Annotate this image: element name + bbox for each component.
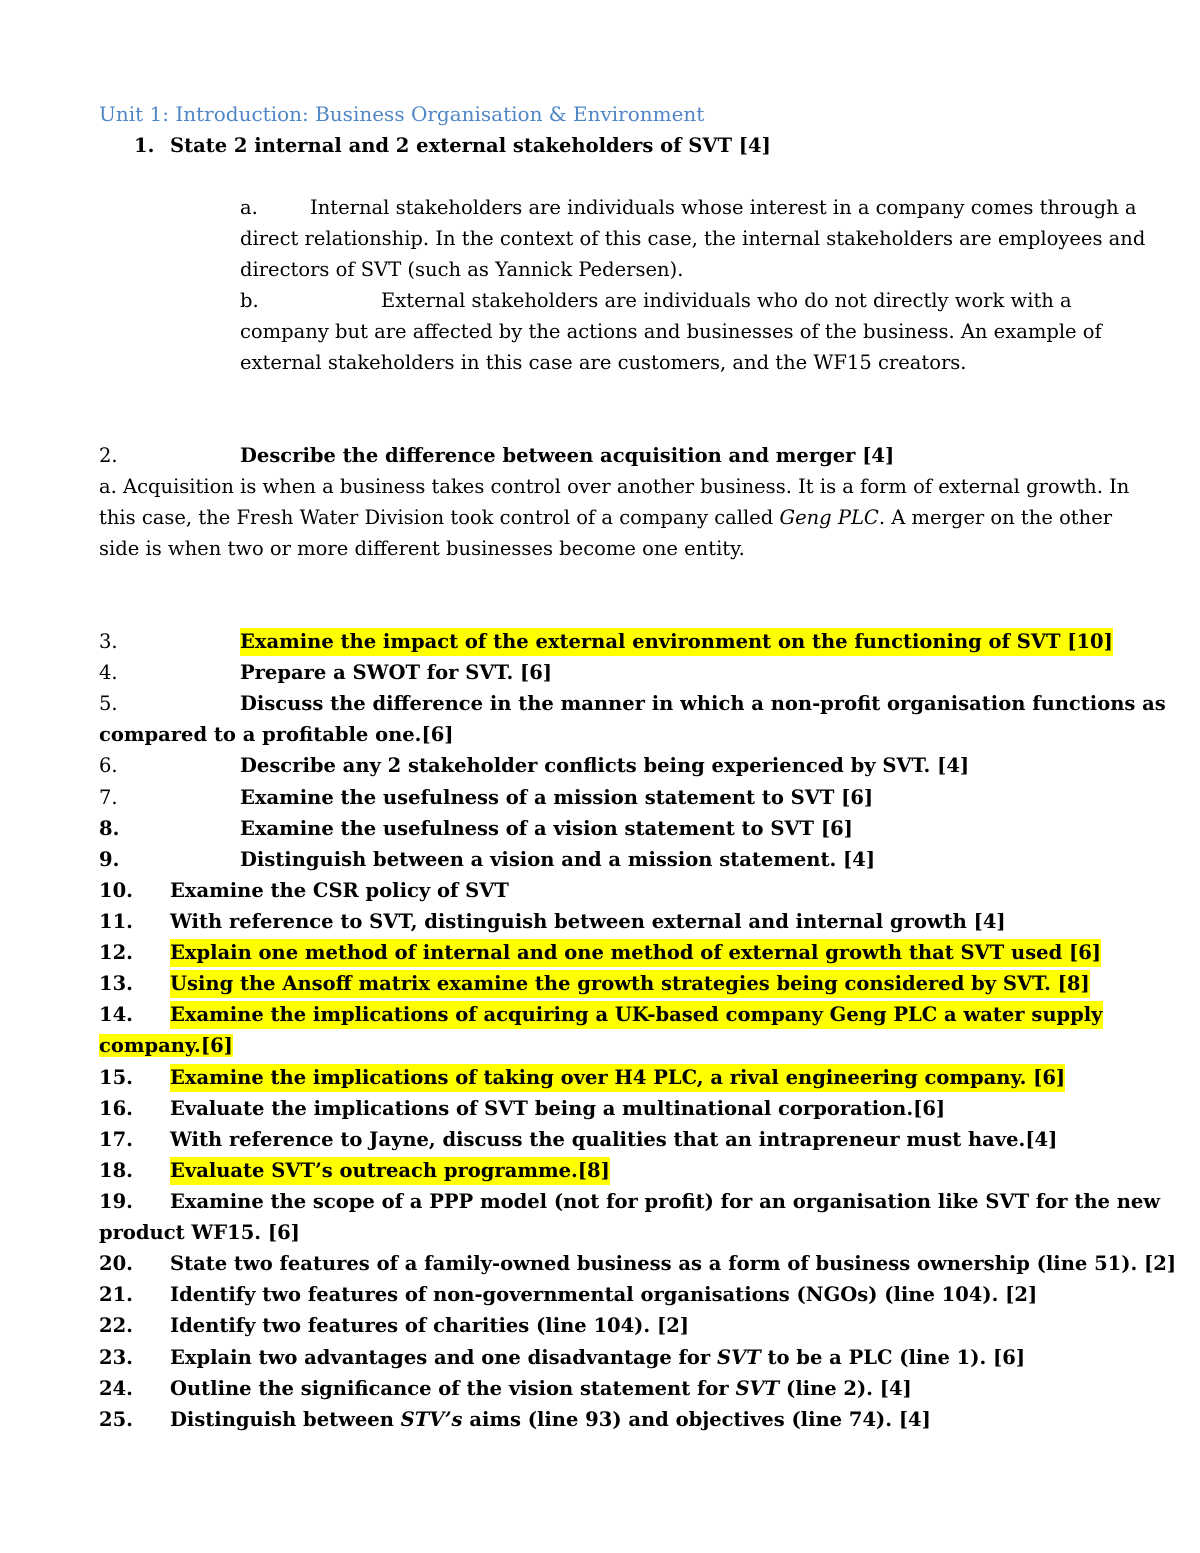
question-number: 8.	[99, 817, 120, 840]
question-number: 17.	[99, 1128, 133, 1151]
answer-1b-line-2: company but are affected by the actions and businesses of the business. An example of	[240, 320, 1102, 343]
question-text: Identify two features of non-governmental organisations (NGOs) (line 104). [2]	[170, 1283, 1038, 1306]
question-number: 23.	[99, 1346, 133, 1369]
question-text-part: (line 2). [4]	[779, 1377, 912, 1400]
question-text-highlighted: Examine the implications of acquiring a UK-based company Geng PLC a water supply	[170, 1001, 1103, 1029]
question-text-part: Explain two advantages and one disadvantage for	[170, 1346, 717, 1369]
question-text: Discuss the difference in the manner in which a non-profit organisation functions as	[240, 692, 1166, 715]
question-number: 6.	[99, 754, 118, 777]
answer-text: Internal stakeholders are individuals whose interest in a company comes through a	[310, 196, 1137, 219]
question-number: 22.	[99, 1314, 133, 1337]
question-text: Examine the usefulness of a mission statement to SVT [6]	[240, 786, 874, 809]
question-number: 13.	[99, 972, 133, 995]
answer-2-line-3: side is when two or more different businesses become one entity.	[99, 537, 745, 560]
company-name: SVT	[716, 1346, 761, 1369]
question-number: 16.	[99, 1097, 133, 1120]
question-text-highlighted: company.[6]	[99, 1034, 233, 1057]
question-number: 3.	[99, 630, 118, 653]
question-number: 2.	[99, 444, 118, 467]
question-text-highlighted: Examine the implications of taking over H4 PLC, a rival engineering company. [6]	[170, 1064, 1065, 1092]
question-text	[170, 1375, 912, 1403]
question-number: 4.	[99, 661, 118, 684]
answer-1b-line-3: external stakeholders in this case are customers, and the WF15 creators.	[240, 351, 967, 374]
question-number: 7.	[99, 786, 118, 809]
question-number: 11.	[99, 910, 133, 933]
question-text: With reference to SVT, distinguish between external and internal growth [4]	[170, 910, 1006, 933]
question-text	[170, 1406, 931, 1434]
question-14-continued	[99, 1032, 233, 1060]
answer-2-line-2	[99, 504, 1112, 532]
question-text: Evaluate the implications of SVT being a multinational corporation.[6]	[170, 1097, 946, 1120]
answer-1a-line-2: direct relationship. In the context of this case, the internal stakeholders are employees and	[240, 227, 1146, 250]
answer-text: External stakeholders are individuals who do not directly work with a	[381, 289, 1072, 312]
answer-marker: b.	[240, 289, 259, 312]
question-text-highlighted: Evaluate SVT’s outreach programme.[8]	[170, 1157, 610, 1185]
question-text-part: Outline the significance of the vision statement for	[170, 1377, 736, 1400]
question-text-highlighted: Examine the impact of the external environment on the functioning of SVT [10]	[240, 628, 1113, 656]
question-text-highlighted: Using the Ansoff matrix examine the growth strategies being considered by SVT. [8]	[170, 970, 1090, 998]
question-number: 21.	[99, 1283, 133, 1306]
question-text-highlighted: Explain one method of internal and one method of external growth that SVT used [6]	[170, 939, 1101, 967]
answer-1a-line-3: directors of SVT (such as Yannick Pedersen).	[240, 258, 684, 281]
answer-2-line-1: a. Acquisition is when a business takes control over another business. It is a form of external growth. In	[99, 475, 1130, 498]
company-name: STV’s	[400, 1408, 463, 1431]
question-19-continued: product WF15. [6]	[99, 1221, 300, 1244]
question-5-continued: compared to a profitable one.[6]	[99, 723, 454, 746]
question-text: Prepare a SWOT for SVT. [6]	[240, 661, 553, 684]
question-text: Examine the usefulness of a vision statement to SVT [6]	[240, 817, 853, 840]
question-number: 5.	[99, 692, 118, 715]
question-text: Distinguish between a vision and a mission statement. [4]	[240, 848, 876, 871]
question-number: 18.	[99, 1159, 133, 1182]
company-name: Geng PLC	[779, 506, 879, 529]
question-number: 15.	[99, 1066, 133, 1089]
question-text	[170, 1344, 1025, 1372]
question-number: 9.	[99, 848, 120, 871]
question-number: 14.	[99, 1003, 133, 1026]
company-name: SVT	[735, 1377, 780, 1400]
question-text: Examine the CSR policy of SVT	[170, 879, 509, 902]
question-number: 1.	[134, 134, 155, 157]
question-number: 24.	[99, 1377, 133, 1400]
question-text: With reference to Jayne, discuss the qualities that an intrapreneur must have.[4]	[170, 1128, 1058, 1151]
question-text: Describe the difference between acquisition and merger [4]	[240, 444, 895, 467]
question-number: 19.	[99, 1190, 133, 1213]
question-text-part: to be a PLC (line 1). [6]	[760, 1346, 1026, 1369]
question-number: 20.	[99, 1252, 133, 1275]
question-text: Examine the scope of a PPP model (not for profit) for an organisation like SVT for the new	[170, 1190, 1161, 1213]
question-text: State 2 internal and 2 external stakeholders of SVT [4]	[170, 134, 771, 157]
question-text: Identify two features of charities (line 104). [2]	[170, 1314, 689, 1337]
question-number: 12.	[99, 941, 133, 964]
question-text: Describe any 2 stakeholder conflicts being experienced by SVT. [4]	[240, 754, 970, 777]
unit-heading: Unit 1: Introduction: Business Organisation & Environment	[99, 102, 705, 126]
question-text-part: Distinguish between	[170, 1408, 401, 1431]
answer-text: . A merger on the other	[878, 506, 1113, 529]
question-text-part: aims (line 93) and objectives (line 74). [4]	[462, 1408, 931, 1431]
question-number: 10.	[99, 879, 133, 902]
question-text: State two features of a family-owned business as a form of business ownership (line 51). [2]	[170, 1252, 1177, 1275]
question-number: 25.	[99, 1408, 133, 1431]
answer-text: this case, the Fresh Water Division took control of a company called	[99, 506, 780, 529]
answer-marker: a.	[240, 196, 258, 219]
